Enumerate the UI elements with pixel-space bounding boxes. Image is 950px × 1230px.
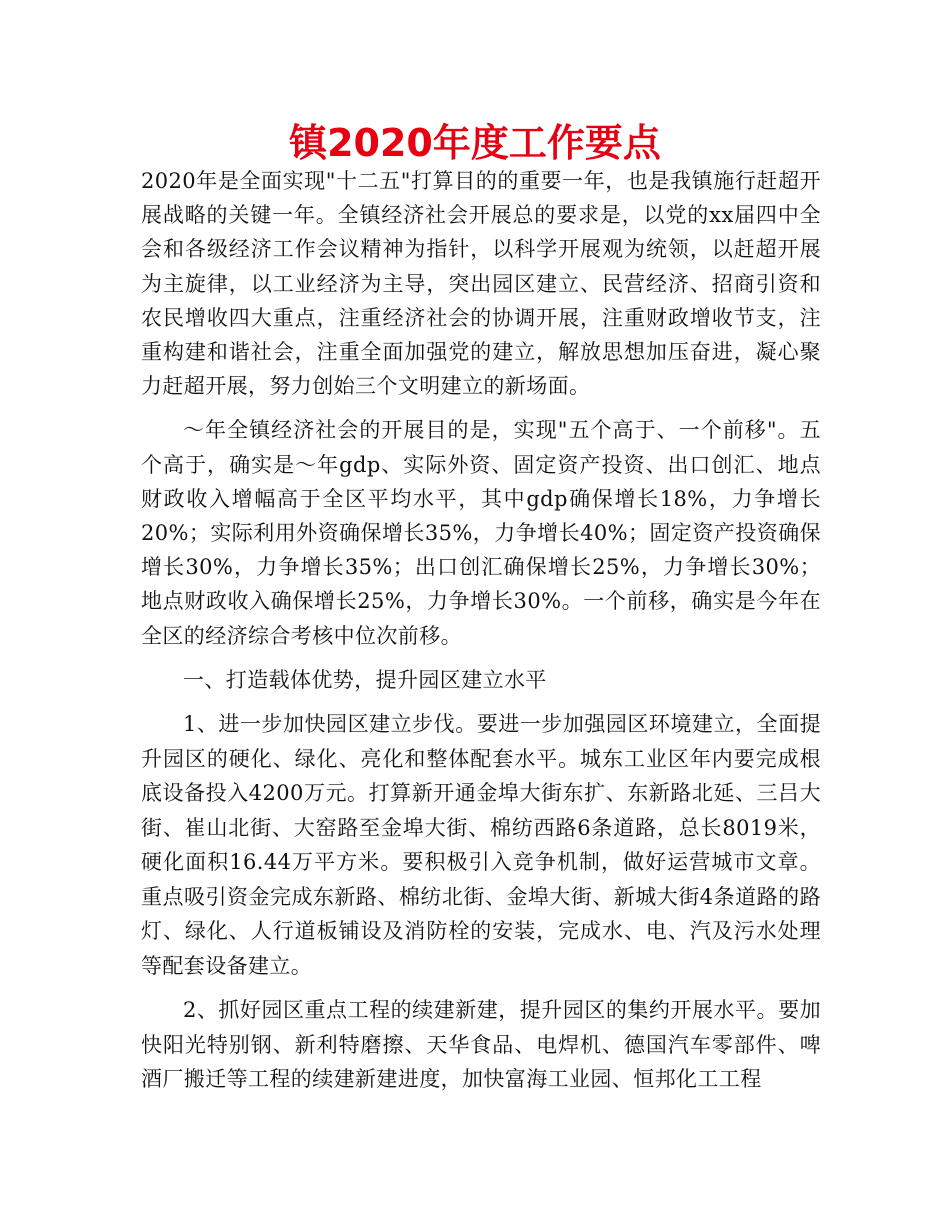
paragraph-item-2: 2、抓好园区重点工程的续建新建，提升园区的集约开展水平。要加快阳光特别钢、新利特磨擦、天华食品、电焊机、德国汽车零部件、啤酒厂搬迁等工程的续建新建进度，加快富海工业园、恒邦化工工程: [141, 998, 821, 1092]
paragraph-item-1: 1、进一步加快园区建立步伐。要进一步加强园区环境建立，全面提升园区的硬化、绿化、亮化和整体配套水平。城东工业区年内要完成根底设备投入4200万元。打算新开通金埠大街东扩、东新路北延、三吕大街、崔山北街、大窑路至金埠大街、棉纺西路6条道路，总长8019米，硬化面积16.44万平方米。要积极引入竞争机制，做好运营城市文章。重点吸引资金完成东新路、棉纺北街、金埠大街、新城大街4条道路的路灯、绿化、人行道板铺设及消防栓的安装，完成水、电、汽及污水处理等配套设备建立。: [141, 712, 821, 978]
section-heading: 一、打造载体优势，提升园区建立水平: [183, 667, 547, 692]
paragraph-intro: 2020年是全面实现"十二五"打算目的的重要一年，也是我镇施行赶超开展战略的关键一年。全镇经济社会开展总的要求是，以党的xx届四中全会和各级经济工作会议精神为指针，以科学开展观为统领，以赶超开展为主旋律，以工业经济为主导，突出园区建立、民营经济、招商引资和农民增收四大重点，注重经济社会的协调开展，注重财政增收节支，注重构建和谐社会，注重全面加强党的建立，解放思想加压奋进，凝心聚力赶超开展，努力创始三个文明建立的新场面。: [141, 169, 821, 399]
document-body: [141, 164, 821, 1097]
document-title: 镇2020年度工作要点: [289, 121, 661, 165]
paragraph-goals: ～年全镇经济社会的开展目的是，实现"五个高于、一个前移"。五个高于，确实是～年gdp、实际外资、固定资产投资、出口创汇、地点财政收入增幅高于全区平均水平，其中gdp确保增长18%，力争增长20%；实际利用外资确保增长35%，力争增长40%；固定资产投资确保增长30%，力争增长35%；出口创汇确保增长25%，力争增长30%；地点财政收入确保增长25%，力争增长30%。一个前移，确实是今年在全区的经济综合考核中位次前移。: [141, 418, 821, 648]
